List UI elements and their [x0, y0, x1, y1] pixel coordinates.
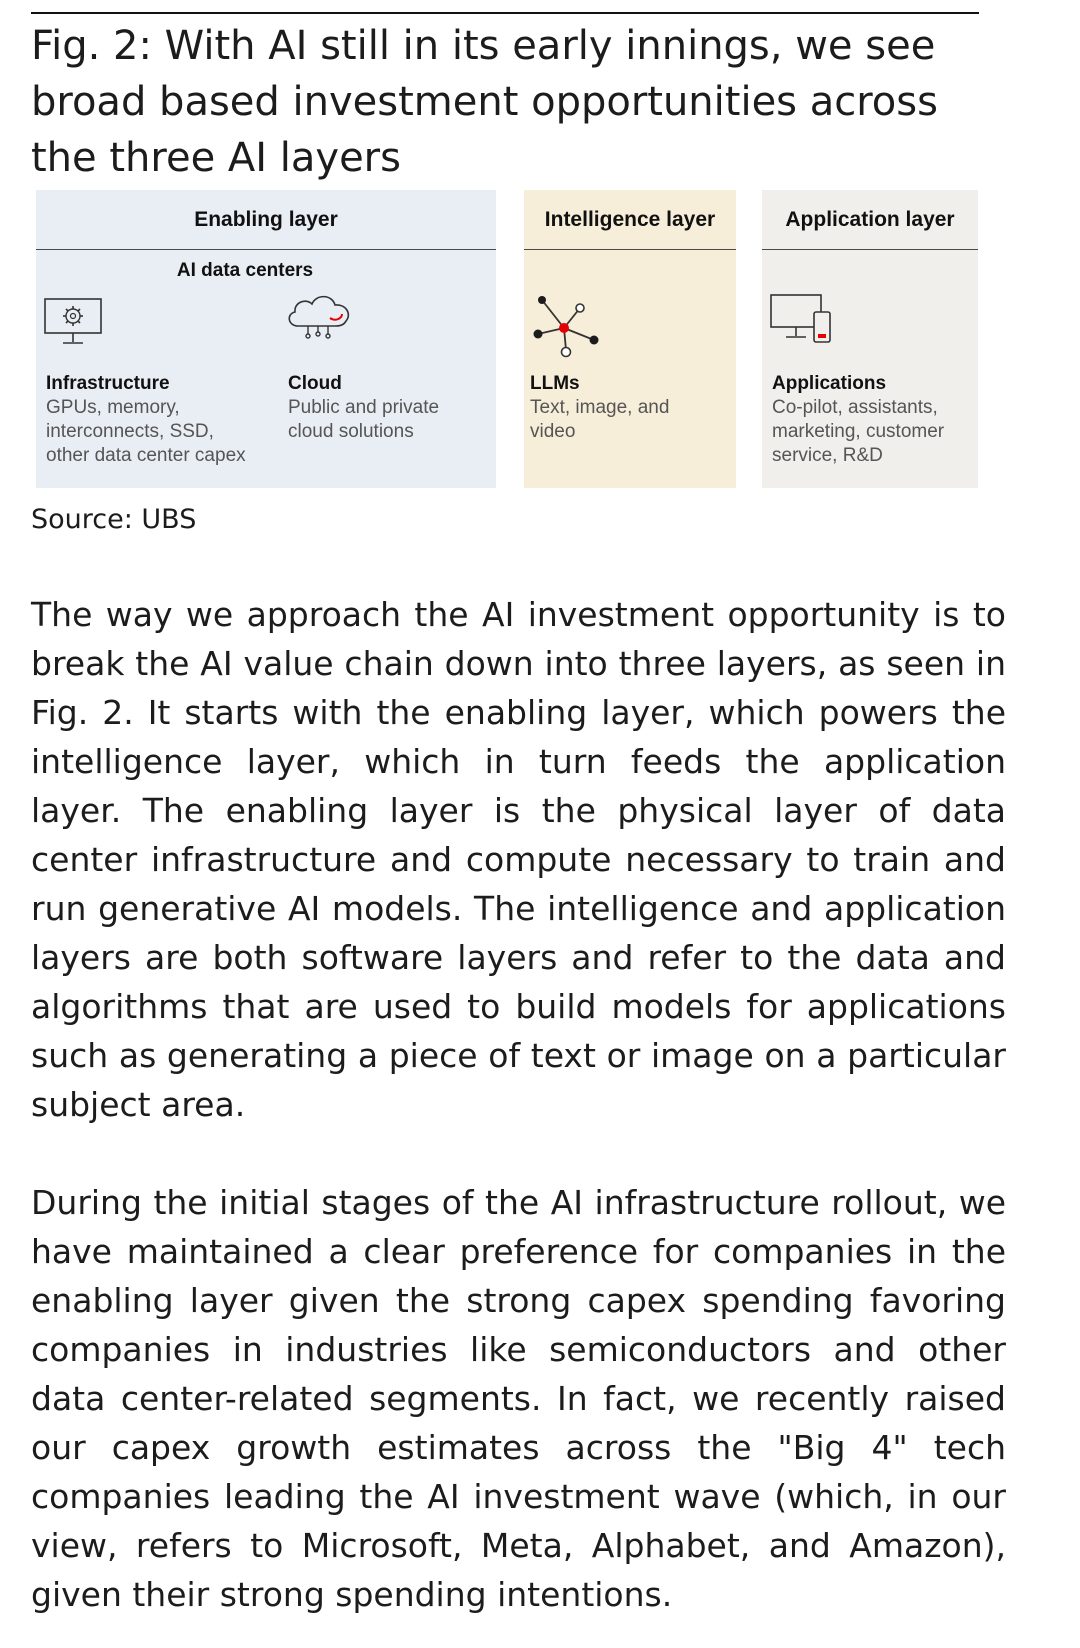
applications-item: [772, 372, 976, 468]
body-paragraph-2: During the initial stages of the AI infrastructure rollout, we have maintained a clear preference for companies in the enabling layer given the strong capex spending favoring companies in industries like semiconductors and other data center-related segments. In fact, we recently raised our capex growth estimates across the "Big 4" tech companies leading the AI investment wave (which, in our view, refers to Microsoft, Meta, Alphabet, and Amazon), given their strong spending intentions.: [31, 1183, 1006, 1614]
enabling-layer-heading: Enabling layer: [36, 190, 496, 250]
infrastructure-line-1: GPUs, memory,: [46, 397, 180, 418]
llms-heading: LLMs: [530, 373, 580, 394]
infrastructure-line-3: other data center capex: [46, 445, 246, 466]
infrastructure-item: [46, 372, 266, 468]
cloud-item: [288, 372, 488, 444]
intelligence-layer-heading: Intelligence layer: [524, 190, 736, 250]
top-rule: [31, 12, 979, 14]
llms-line-2: video: [530, 421, 576, 442]
applications-line-2: marketing, customer: [772, 421, 945, 442]
applications-line-3: service, R&D: [772, 445, 883, 466]
llms-item: [530, 372, 730, 444]
infrastructure-line-2: interconnects, SSD,: [46, 421, 214, 442]
devices-icon: [770, 294, 836, 346]
ai-data-centers-label: AI data centers: [176, 260, 314, 281]
cloud-icon: [284, 290, 356, 342]
application-layer-panel: [762, 190, 978, 488]
ai-layers-figure: [36, 190, 980, 488]
enabling-layer-panel: [36, 190, 496, 488]
intelligence-layer-panel: [524, 190, 736, 488]
network-nodes-icon: [530, 294, 602, 360]
body-paragraph-1: The way we approach the AI investment opportunity is to break the AI value chain down into three layers, as seen in Fig. 2. It starts with the enabling layer, which powers the intelligence layer, which in turn feeds the application layer. The enabling layer is the physical layer of data center infrastructure and compute necessary to train and run generative AI models. The intelligence and application layers are both software layers and refer to the data and algorithms that are used to build models for applications such as generating a piece of text or image on a particular subject area.: [31, 595, 1006, 1124]
cloud-line-1: Public and private: [288, 397, 440, 418]
llms-line-1: Text, image, and: [530, 397, 670, 418]
monitor-gear-icon: [44, 298, 102, 346]
figure-title: Fig. 2: With AI still in its early innings, we see broad based investment opportunities across the three AI layers: [31, 23, 938, 181]
applications-heading: Applications: [772, 373, 887, 394]
application-layer-heading: Application layer: [762, 190, 978, 250]
figure-source: Source: UBS: [31, 504, 197, 535]
applications-line-1: Co-pilot, assistants,: [772, 397, 938, 418]
infrastructure-heading: Infrastructure: [46, 373, 170, 394]
cloud-heading: Cloud: [288, 373, 342, 394]
cloud-line-2: cloud solutions: [288, 421, 414, 442]
